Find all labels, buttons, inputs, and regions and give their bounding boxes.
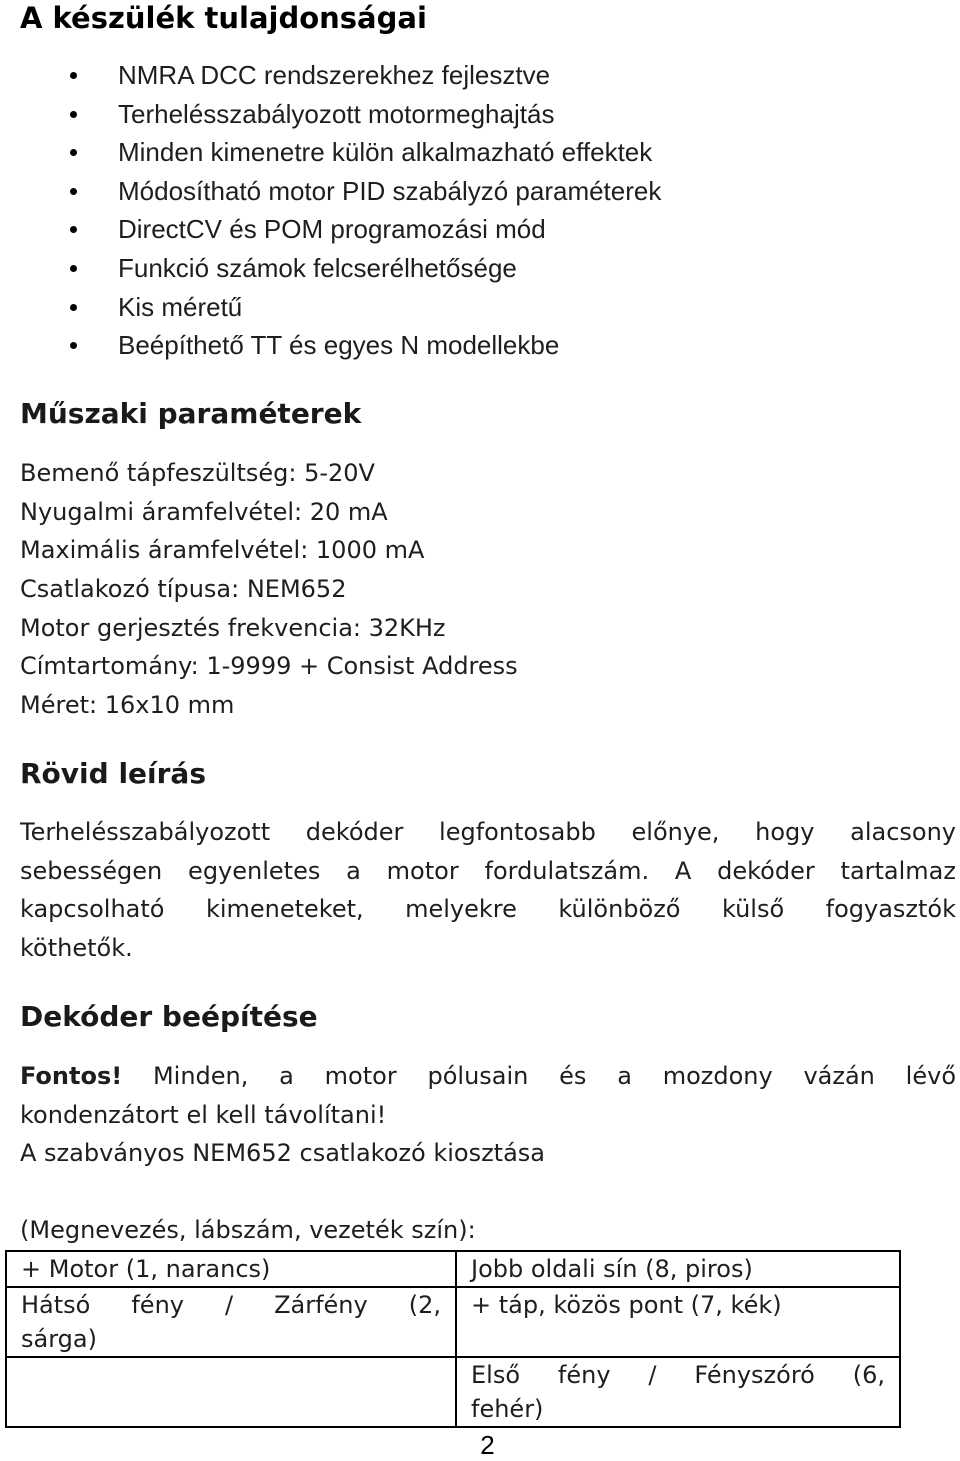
cell-line: Első fény / Fényszóró (6,	[471, 1361, 885, 1389]
list-item-text: Kis méretű	[118, 291, 243, 322]
bullet-icon	[70, 72, 77, 79]
important-note	[20, 1057, 956, 1134]
short-description-heading: Rövid leírás	[20, 757, 206, 790]
bullet-icon	[70, 265, 77, 272]
bullet-icon	[70, 304, 77, 311]
param-item: Nyugalmi áramfelvétel: 20 mA	[20, 497, 388, 526]
list-item	[0, 288, 661, 327]
list-item	[0, 133, 661, 172]
list-item-text: DirectCV és POM programozási mód	[118, 214, 546, 245]
list-item	[0, 56, 661, 95]
list-item	[0, 95, 661, 134]
page-title: A készülék tulajdonságai	[20, 1, 427, 35]
table-cell: Jobb oldali sín (8, piros)	[456, 1251, 900, 1287]
tech-param-list	[20, 454, 518, 725]
table-cell	[456, 1357, 900, 1427]
important-text: Minden, a motor pólusain és a mozdony vázán lévő	[122, 1062, 956, 1090]
paragraph-line: kapcsolható kimeneteket, melyekre különböző külső fogyasztók	[20, 895, 956, 923]
short-description-paragraph	[20, 813, 956, 967]
bullet-icon	[70, 111, 77, 118]
list-item-text: Terhelésszabályozott motormeghajtás	[118, 98, 555, 129]
bullet-icon	[70, 149, 77, 156]
important-line: kondenzátort el kell távolítani!	[20, 1100, 387, 1129]
pin-legend: (Megnevezés, lábszám, vezeték szín):	[20, 1216, 476, 1244]
important-label: Fontos!	[20, 1062, 123, 1090]
table-row	[6, 1251, 900, 1287]
list-item	[0, 326, 661, 365]
cell-line: Hátsó fény / Zárfény (2,	[21, 1291, 441, 1319]
list-item	[0, 210, 661, 249]
param-item: Maximális áramfelvétel: 1000 mA	[20, 536, 425, 565]
bullet-icon	[70, 226, 77, 233]
table-cell: + Motor (1, narancs)	[6, 1251, 456, 1287]
param-item: Bemenő tápfeszültség: 5-20V	[20, 459, 375, 487]
table-cell: + táp, közös pont (7, kék)	[456, 1287, 900, 1357]
important-line	[20, 1057, 956, 1096]
list-item-text: Beépíthető TT és egyes N modellekbe	[118, 330, 560, 361]
cell-line: sárga)	[21, 1325, 97, 1353]
page-number: 2	[480, 1430, 495, 1460]
cell-line: fehér)	[471, 1395, 544, 1423]
paragraph-line: sebességen egyenletes a motor fordulatszám. A dekóder tartalmaz	[20, 856, 956, 885]
table-row	[6, 1287, 900, 1357]
list-item	[0, 172, 661, 211]
table-cell	[6, 1357, 456, 1427]
list-item-text: Funkció számok felcserélhetősége	[118, 252, 517, 283]
connector-caption: A szabványos NEM652 csatlakozó kiosztása	[20, 1139, 545, 1167]
list-item-text: NMRA DCC rendszerekhez fejlesztve	[118, 60, 551, 90]
param-item: Motor gerjesztés frekvencia: 32KHz	[20, 613, 446, 642]
paragraph-line: Terhelésszabályozott dekóder legfontosabb előnye, hogy alacsony	[20, 818, 956, 846]
feature-list	[0, 56, 661, 365]
tech-heading: Műszaki paraméterek	[20, 397, 362, 430]
param-item: Csatlakozó típusa: NEM652	[20, 575, 347, 604]
table-row	[6, 1357, 900, 1427]
param-item: Méret: 16x10 mm	[20, 691, 235, 720]
install-heading: Dekóder beépítése	[20, 1000, 318, 1033]
table-cell	[6, 1287, 456, 1357]
list-item-text: Minden kimenetre külön alkalmazható effektek	[118, 137, 653, 168]
bullet-icon	[70, 188, 77, 195]
pin-assignment-table	[5, 1250, 901, 1428]
list-item-text: Módosítható motor PID szabályzó paraméterek	[118, 175, 662, 206]
paragraph-line: köthetők.	[20, 933, 133, 962]
param-item: Címtartomány: 1-9999 + Consist Address	[20, 652, 518, 681]
bullet-icon	[70, 342, 77, 349]
list-item	[0, 249, 661, 288]
